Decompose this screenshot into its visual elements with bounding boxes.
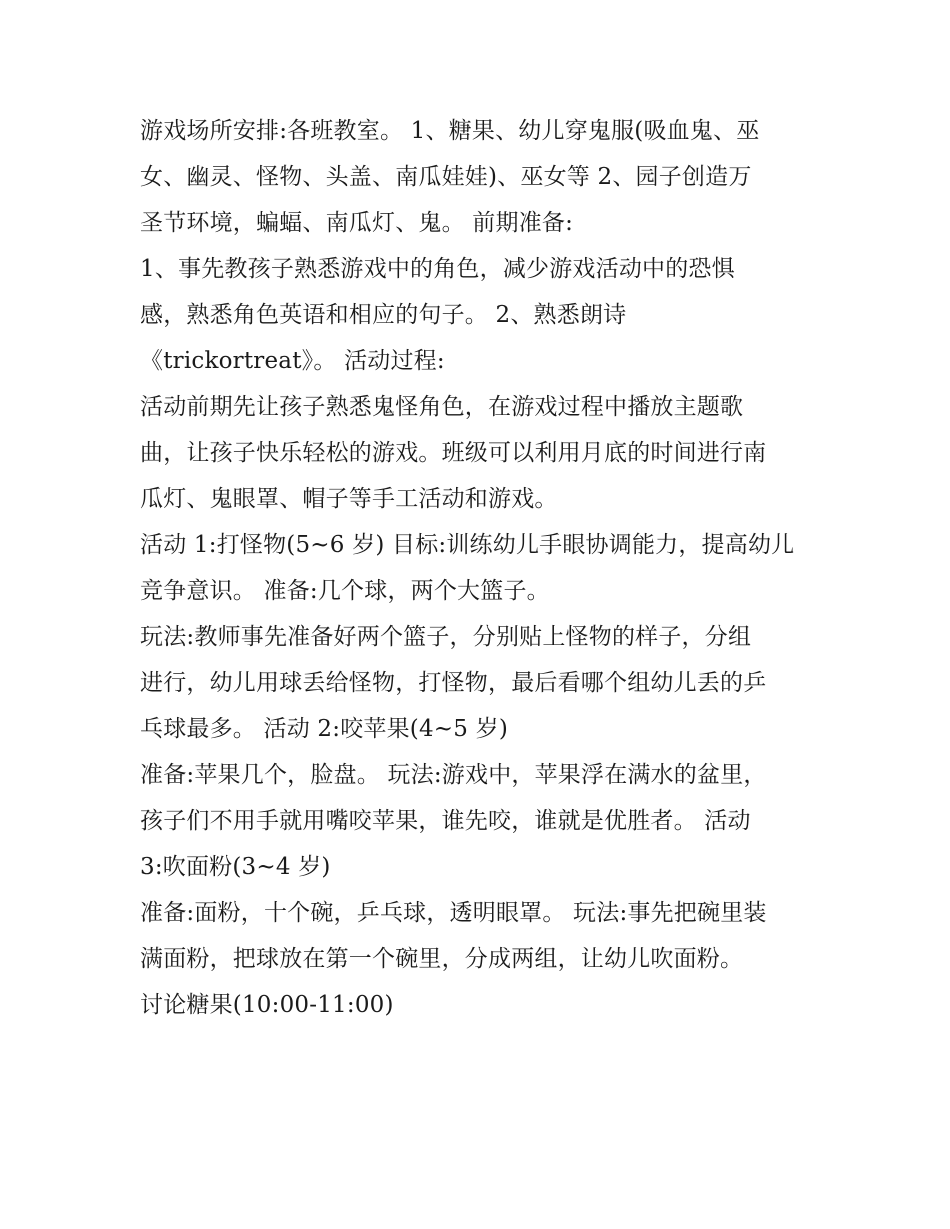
text-line: 玩法:教师事先准备好两个篮子，分别贴上怪物的样子，分组 [140, 624, 752, 650]
text-line: 乓球最多。 活动 2:咬苹果(4~5 岁) [140, 716, 508, 742]
text-line: 准备:面粉，十个碗，乒乓球，透明眼罩。 玩法:事先把碗里装 [140, 900, 767, 926]
text-line: 曲，让孩子快乐轻松的游戏。班级可以利用月底的时间进行南 [140, 440, 767, 466]
text-line: 活动前期先让孩子熟悉鬼怪角色，在游戏过程中播放主题歌 [140, 394, 744, 420]
text-line: 圣节环境，蝙蝠、南瓜灯、鬼。 前期准备: [140, 210, 574, 236]
text-line: 进行，幼儿用球丢给怪物，打怪物，最后看哪个组幼儿丢的乒 [140, 670, 767, 696]
text-line: 讨论糖果(10:00-11:00) [140, 992, 394, 1018]
text-line: 女、幽灵、怪物、头盖、南瓜娃娃)、巫女等 2、园子创造万 [140, 164, 752, 190]
text-line: 孩子们不用手就用嘴咬苹果，谁先咬，谁就是优胜者。 活动 [140, 808, 751, 834]
text-line: 1、事先教孩子熟悉游戏中的角色，减少游戏活动中的恐惧 [140, 256, 735, 282]
text-line: 准备:苹果几个，脸盘。 玩法:游戏中，苹果浮在满水的盆里， [140, 762, 767, 788]
text-line: 3:吹面粉(3~4 岁) [140, 854, 331, 880]
document-body [140, 108, 820, 1028]
text-line: 游戏场所安排:各班教室。 1、糖果、幼儿穿鬼服(吸血鬼、巫 [140, 118, 760, 144]
text-line: 满面粉，把球放在第一个碗里，分成两组，让幼儿吹面粉。 [140, 946, 744, 972]
text-line: 瓜灯、鬼眼罩、帽子等手工活动和游戏。 [140, 486, 558, 512]
text-line: 活动 1:打怪物(5~6 岁) 目标:训练幼儿手眼协调能力，提高幼儿 [140, 532, 795, 558]
text-line: 竞争意识。 准备:几个球，两个大篮子。 [140, 578, 550, 604]
text-line: 感，熟悉角色英语和相应的句子。 2、熟悉朗诗 [140, 302, 627, 328]
text-line: 《trickortreat》。 活动过程: [140, 348, 445, 374]
